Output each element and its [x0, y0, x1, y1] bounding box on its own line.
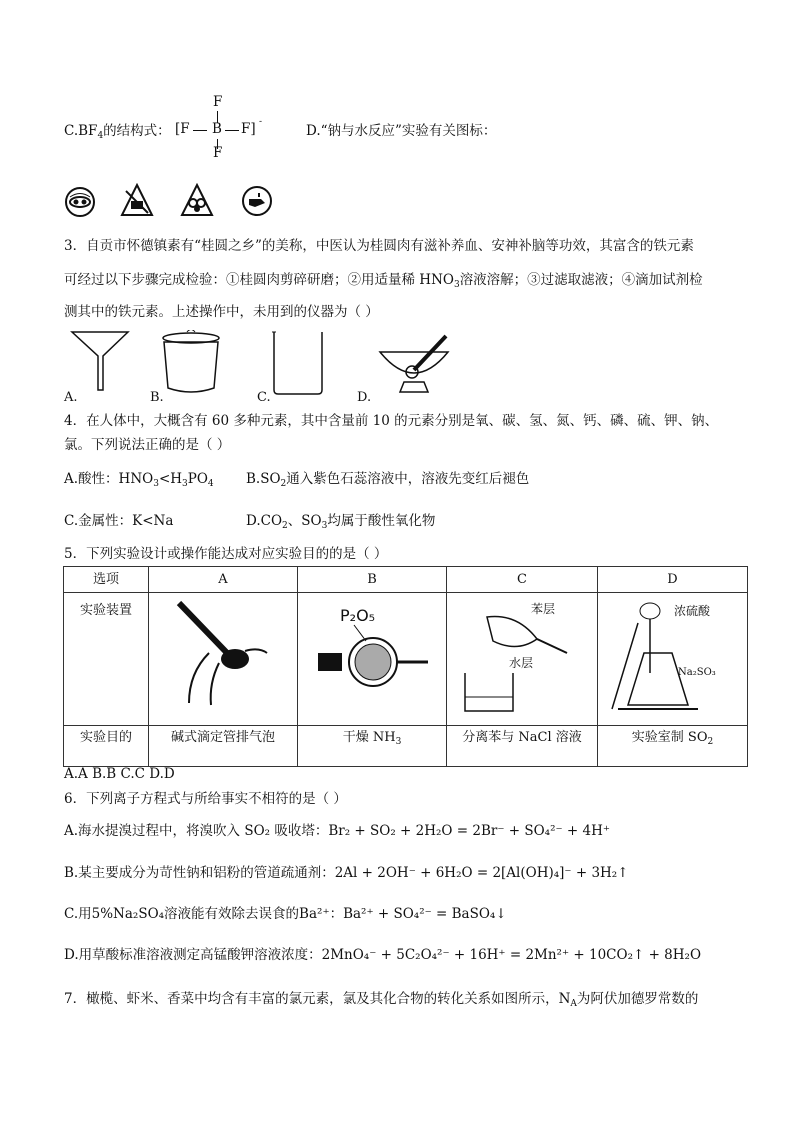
q4-option-d: $D.CO_2$、$SO_3$均属于酸性氧化物	[246, 513, 436, 531]
table-header-c: C	[447, 567, 598, 593]
row-label-device: 实验装置	[64, 593, 149, 726]
q4-option-b: $B.SO_2$通入紫色石蕊溶液中，溶液先变红后褪色	[246, 471, 530, 489]
device-b-cell	[298, 593, 447, 726]
q5-stem: 5．下列实验设计或操作能达成对应实验目的的是（ ）	[64, 546, 388, 562]
goggles-icon	[64, 186, 96, 218]
goal-a: 碱式滴定管排气泡	[149, 726, 298, 767]
funnel-image	[70, 330, 130, 396]
experiment-table	[63, 566, 748, 767]
q3-line1: 3．自贡市怀德镇素有“桂圆之乡”的美称，中医认为桂圆肉有滋补养血、安神补脑等功效，其富含的铁元素	[64, 238, 694, 254]
water-layer-label: 水层	[509, 656, 534, 670]
goal-b: 干燥 $NH_3$	[298, 726, 447, 767]
table-header-a: A	[149, 567, 298, 593]
device-d-cell	[598, 593, 748, 726]
bf4-structure: F [F B F] - F	[175, 94, 263, 161]
hot-hazard-icon	[180, 183, 214, 218]
wash-hands-icon	[241, 185, 273, 217]
p2o5-label: P₂O₅	[340, 606, 376, 625]
q4-line2: 氯。下列说法正确的是（ ）	[64, 437, 231, 453]
goal-d: 实验室制 $SO_2$	[598, 726, 748, 767]
conc-acid-label: 浓硫酸	[674, 604, 711, 618]
q6-option-a: A.海水提溴过程中，将溴吹入 SO₂ 吸收塔：Br₂ + SO₂ + 2H₂O = 2Br⁻ + SO₄²⁻ + 4H⁺	[64, 823, 611, 839]
q2-option-c: $C.BF_4$的结构式：	[64, 123, 171, 141]
drying-tube-image	[298, 593, 446, 713]
sharp-object-icon	[120, 183, 154, 218]
q4-option-c: C.金属性：K<Na	[64, 513, 174, 529]
beaker-image	[270, 330, 326, 400]
na2so3-label: Na₂SO₃	[678, 667, 716, 678]
crucible-image	[158, 330, 224, 400]
table-header-b: B	[298, 567, 447, 593]
q4-option-a: A.酸性：$HNO_3<H_3PO_4$	[64, 471, 214, 489]
so2-generator-image	[598, 593, 747, 713]
apparatus-label-c: C.	[257, 390, 271, 405]
q4-line1: 4．在人体中，大概含有 60 多种元素，其中含量前 10 的元素分别是氧、碳、氢、氮、钙、磷、硫、钾、钠、	[64, 413, 719, 429]
row-label-goal: 实验目的	[64, 726, 149, 767]
apparatus-label-d: D.	[357, 390, 372, 405]
q5-choices: A.A B.B C.C D.D	[64, 766, 175, 782]
mortar-pestle-image	[374, 330, 454, 400]
device-c-cell	[447, 593, 598, 726]
q3-line2: 可经过以下步骤完成检验：①桂圆肉剪碎研磨；②用适量稀 $HNO_3$溶液溶解；③过滤取滤液；④滴加试剂检	[64, 272, 703, 290]
table-header-option: 选项	[64, 567, 149, 593]
benzene-layer-label: 苯层	[531, 602, 556, 616]
q7-line1: 7．橄榄、虾米、香菜中均含有丰富的氯元素，氯及其化合物的转化关系如图所示，$N_A$为阿伏加德罗常数的	[64, 991, 699, 1009]
q6-stem: 6．下列离子方程式与所给事实不相符的是（ ）	[64, 791, 347, 807]
burette-bubble-image	[149, 593, 297, 713]
q6-option-d: D.用草酸标准溶液测定高锰酸钾溶液浓度：2MnO₄⁻ + 5C₂O₄²⁻ + 16H⁺ = 2Mn²⁺ + 10CO₂↑ + 8H₂O	[64, 947, 702, 963]
q6-option-b: B.某主要成分为苛性钠和铝粉的管道疏通剂：2Al + 2OH⁻ + 6H₂O = 2[Al(OH)₄]⁻ + 3H₂↑	[64, 865, 629, 881]
q6-option-c: C.用5%Na₂SO₄溶液能有效除去误食的Ba²⁺：Ba²⁺ + SO₄²⁻ = BaSO₄↓	[64, 906, 507, 922]
q2-option-d: D.“钠与水反应”实验有关图标：	[306, 123, 497, 139]
goal-c: 分离苯与 NaCl 溶液	[447, 726, 598, 767]
device-a-cell	[149, 593, 298, 726]
apparatus-label-b: B.	[150, 390, 164, 405]
q3-line3: 测其中的铁元素。上述操作中，未用到的仪器为（ ）	[64, 304, 379, 320]
separatory-funnel-image	[447, 593, 597, 713]
table-header-d: D	[598, 567, 748, 593]
apparatus-label-a: A.	[64, 390, 78, 405]
